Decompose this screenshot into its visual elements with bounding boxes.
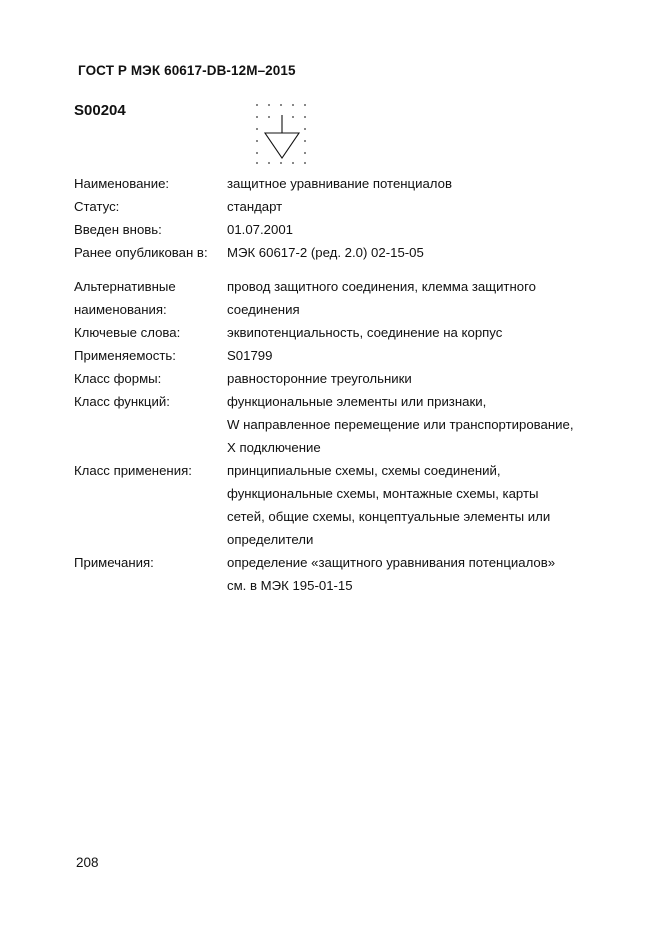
- field-value: см. в МЭК 195-01-15: [227, 578, 353, 593]
- field-label: Класс формы:: [74, 371, 162, 386]
- field-value: равносторонние треугольники: [227, 371, 412, 386]
- field-value: принципиальные схемы, схемы соединений,: [227, 463, 501, 478]
- field-row-alternative-names: [74, 275, 634, 321]
- field-value: эквипотенциальность, соединение на корпус: [227, 325, 503, 340]
- page-number: 208: [76, 855, 99, 870]
- field-row-previously-published: [74, 241, 634, 264]
- field-row-introduced: [74, 218, 634, 241]
- field-label: Альтернативные: [74, 279, 176, 294]
- protective-bonding-symbol-icon: [251, 100, 313, 166]
- field-value: определители: [227, 532, 314, 547]
- field-value: определение «защитного уравнивания потенциалов»: [227, 555, 556, 570]
- field-label: Введен вновь:: [74, 222, 162, 237]
- field-row-application-class: [74, 459, 634, 551]
- field-value: функциональные элементы или признаки,: [227, 394, 487, 409]
- field-label: Класс функций:: [74, 394, 170, 409]
- field-row-status: [74, 195, 634, 218]
- field-row-applicability: [74, 344, 634, 367]
- field-label: Ранее опубликован в:: [74, 245, 208, 260]
- field-value: соединения: [227, 302, 300, 317]
- field-row-function-class: [74, 390, 634, 459]
- field-value: X подключение: [227, 440, 321, 455]
- field-value: провод защитного соединения, клемма защитного: [227, 279, 536, 294]
- field-value: 01.07.2001: [227, 222, 294, 237]
- field-value: W направленное перемещение или транспортирование,: [227, 417, 574, 432]
- field-row-name: [74, 172, 634, 195]
- document-header: ГОСТ Р МЭК 60617-DB-12M–2015: [78, 63, 296, 78]
- field-row-notes: [74, 551, 634, 597]
- field-label: Примечания:: [74, 555, 154, 570]
- field-value: МЭК 60617-2 (ред. 2.0) 02-15-05: [227, 245, 424, 260]
- field-value: функциональные схемы, монтажные схемы, карты: [227, 486, 539, 501]
- field-label: Класс применения:: [74, 463, 192, 478]
- field-value: сетей, общие схемы, концептуальные элементы или: [227, 509, 551, 524]
- field-value: защитное уравнивание потенциалов: [227, 176, 452, 191]
- field-label: Статус:: [74, 199, 120, 214]
- field-label: Наименование:: [74, 176, 170, 191]
- field-row-shape-class: [74, 367, 634, 390]
- field-list: [74, 172, 634, 597]
- field-label: Ключевые слова:: [74, 325, 181, 340]
- symbol-code: S00204: [74, 102, 126, 119]
- field-label: Применяемость:: [74, 348, 176, 363]
- field-label-continued: наименования:: [74, 302, 167, 317]
- field-value: стандарт: [227, 199, 283, 214]
- field-row-keywords: [74, 321, 634, 344]
- field-value: S01799: [227, 348, 273, 363]
